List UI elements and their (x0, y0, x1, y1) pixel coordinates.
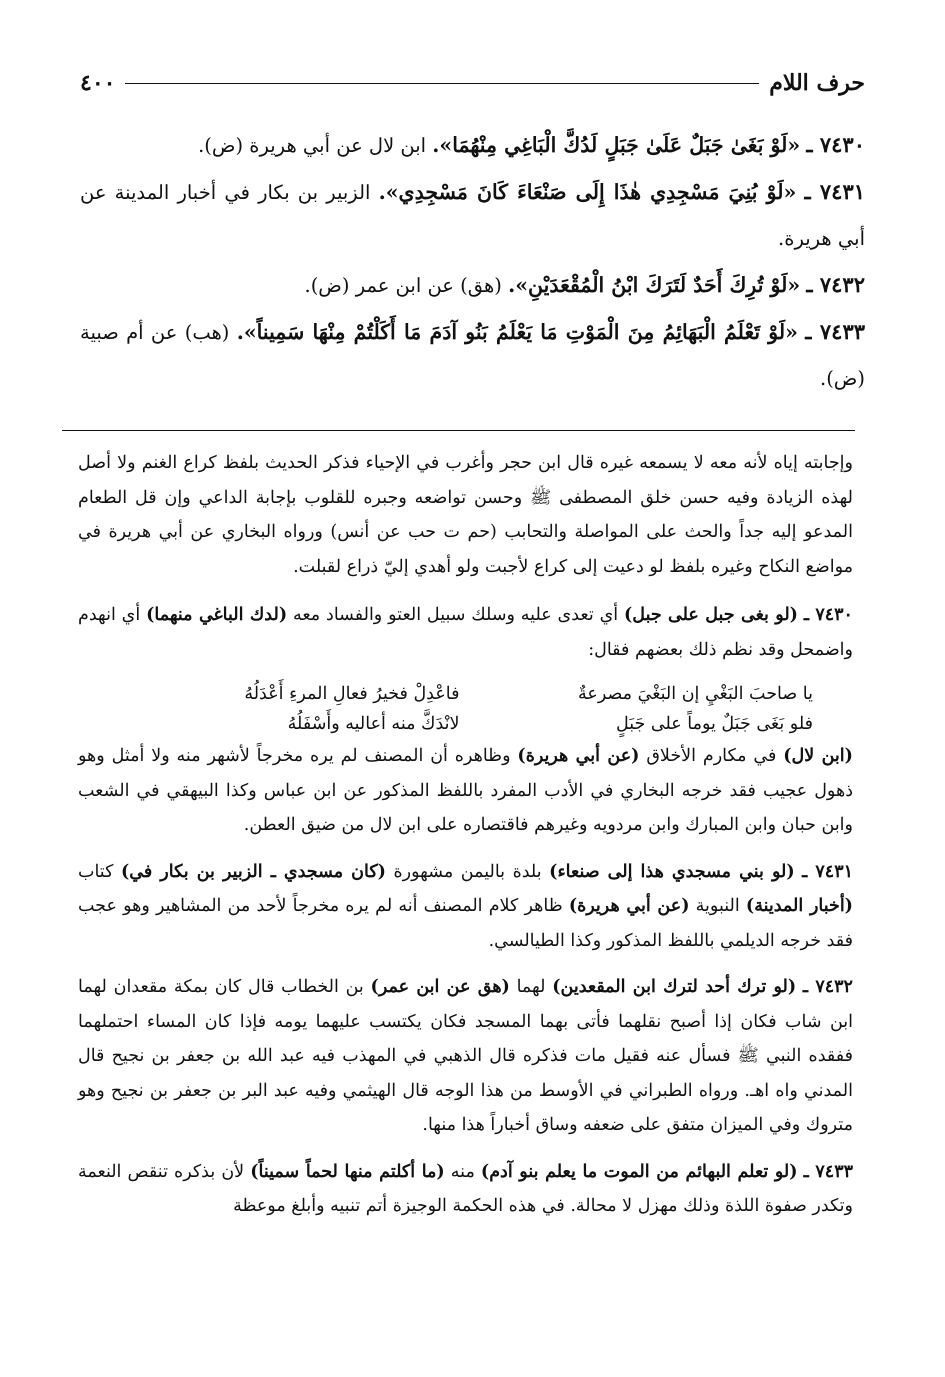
commentary-text: لهما (516, 977, 546, 997)
commentary-lemma: (لو بني مسجدي هذا إلى صنعاء) (549, 861, 795, 882)
footnote-divider (62, 430, 855, 431)
page-number: ٤٠٠ (80, 70, 116, 96)
commentary-lemma: (لو تعلم البهائم من الموت ما يعلم بنو آدم) (480, 1161, 798, 1182)
commentary-text: أي تعدى عليه وسلك سبيل العتو والفساد معه (292, 605, 619, 625)
hadith-text: «لَوْ تُرِكَ أَحَدٌ لَتَرَكَ ابْنُ الْمُقْعَدَيْنِ». (508, 273, 801, 297)
chapter-title: حرف اللام (769, 70, 865, 96)
commentary (78, 446, 853, 1236)
commentary-lemma: (ابن لال) (783, 746, 853, 766)
hadith-source: ابن لال عن أبي هريرة (ض). (198, 134, 427, 157)
poem-hemistich: لانْدَكَّ منه أعاليه وأَسْفَلُهُ (287, 714, 460, 734)
hadith-text: «لَوْ بَغَىٰ جَبَلٌ عَلَىٰ جَبَلٍ لَدُكَّ الْبَاغِي مِنْهُمَا». (432, 133, 801, 157)
poem-hemistich: يا صاحبَ البَغْيِ إن البَغْيَ مصرعةٌ (578, 684, 813, 704)
commentary-text: النبوية (695, 896, 740, 916)
commentary-lemma: (أخبار المدينة) (745, 896, 853, 916)
hadith-entry (80, 309, 865, 402)
commentary-number: ٧٤٣٢ ـ (802, 977, 853, 997)
commentary-lemma: (لو ترك أحد لترك ابن المقعدين) (552, 977, 797, 997)
poem-verse (78, 679, 853, 709)
hadith-source: (هق) عن ابن عمر (ض). (304, 274, 502, 297)
commentary-lemma: (كان مسجدي ـ الزبير بن بكار في) (120, 861, 386, 882)
hadith-number: ٧٤٣٠ ـ (806, 132, 865, 157)
poem-verse (78, 709, 853, 739)
commentary-text: وظاهره أن المصنف لم يره مخرجاً لأشهر منه ولا أمثل وهو ذهول عجيب فقد خرجه البخاري في الأدب المفرد باللفظ المذكور عن ابن عباس وكذا البيهقي في الشعب وابن حبان وابن المبارك وابن مردويه وغيرهم فاقتصاره على ابن لال من ضيق العطن. (78, 746, 853, 835)
commentary-paragraph (78, 970, 853, 1143)
commentary-text: كتاب (78, 861, 114, 882)
header-rule (125, 83, 759, 84)
commentary-lemma: (عن أبي هريرة) (568, 896, 690, 916)
hadith-text: «لَوْ تَعْلَمُ الْبَهَائِمُ مِنَ الْمَوْتِ مَا يَعْلَمُ بَنُو آدَمَ مَا أَكَلْتُمْ مِنْهَا سَمِيناً». (236, 320, 798, 344)
commentary-paragraph (78, 1155, 853, 1224)
commentary-number: ٧٤٣٣ ـ (803, 1161, 853, 1182)
poem-hemistich: فلو بَغَى جَبَلٌ يوماً على جَبَلٍ (615, 714, 813, 734)
hadith-entry (80, 122, 865, 169)
commentary-paragraph (78, 598, 853, 667)
commentary-text: أي انهدم واضمحل وقد نظم ذلك بعضهم فقال: (78, 605, 853, 660)
commentary-text: لأن بذكره تنقص النعمة وتكدر صفوة اللذة وذلك مهزل لا محالة. في هذه الحكمة الوجيزة أتم تنبيه وأبلغ موعظة (78, 1161, 853, 1216)
commentary-text: بلدة باليمن مشهورة (393, 861, 542, 882)
commentary-lemma: (عن أبي هريرة) (517, 746, 640, 766)
commentary-lemma: (هق عن ابن عمر) (370, 977, 510, 997)
commentary-lemma: (لدك الباغي منهما) (146, 605, 288, 625)
poem (78, 679, 853, 739)
commentary-text: ظاهر كلام المصنف أنه لم يره مخرجاً لأحد من المشاهير وهو عجب فقد خرجه الديلمي باللفظ المذكور وكذا الطيالسي. (78, 896, 853, 951)
commentary-text: في مكارم الأخلاق (646, 746, 777, 766)
hadith-number: ٧٤٣١ ـ (804, 179, 866, 204)
commentary-paragraph (78, 739, 853, 843)
commentary-text: وإجابته إياه لأنه معه لا يسمعه غيره قال ابن حجر وأغرب في الإحياء فذكر الحديث بلفظ كراع الغنم ولا أصل لهذه الزيادة وفيه حسن خلق المصطفى ﷺ وحسن تواضعه وجبره للقلوب بإجابة الداعي وإن قل الطعام المدعو إليه جداً والحث على المواصلة والتحابب (حم ت حب عن أنس) ورواه البخاري عن أبي هريرة في مواضع النكاح وغيره بلفظ لو دعيت إلى كراع لأجبت ولو أهدي إليّ ذراع لقبلت. (78, 453, 853, 577)
commentary-text: منه (450, 1161, 475, 1182)
hadith-source: الزبير بن بكار في أخبار المدينة عن أبي هريرة. (80, 181, 865, 250)
hadith-text: «لَوْ بُنِيَ مَسْجِدِي هٰذَا إِلَى صَنْعَاءَ كَانَ مَسْجِدِي». (378, 180, 797, 204)
commentary-paragraph (78, 855, 853, 959)
commentary-number: ٧٤٣١ ـ (802, 861, 853, 882)
commentary-text: بن الخطاب قال كان بمكة مقعدان لهما ابن شاب فكان إذا أصبح نقلهما فأتى بهما المسجد فكان يكتسب عليهما يومه فإذا كان المساء احتملهما ففقده النبي ﷺ فسأل عنه فقيل مات فذكره قال الذهبي في المهذب فيه عبد الله بن جعفر بن نجيح قال المدني واه اهـ. ورواه الطبراني في الأوسط من هذا الوجه قال الهيثمي وفيه عبد البر بن جعفر بن نجيح وهو متروك وفي الميزان متفق على ضعفه وساق أخباراً هذا منها. (78, 977, 853, 1135)
commentary-number: ٧٤٣٠ ـ (803, 605, 853, 625)
commentary-lemma: (لو بغى جبل على جبل) (624, 605, 798, 625)
poem-hemistich: فاعْدِلْ فخيرُ فعالِ المرءِ أَعْدَلُهُ (244, 684, 460, 704)
hadith-entry (80, 169, 865, 262)
hadith-number: ٧٤٣٢ ـ (806, 272, 865, 297)
commentary-paragraph (78, 446, 853, 584)
page-header (80, 68, 865, 98)
hadith-source: (هب) عن أم صبية (ض). (80, 321, 865, 390)
commentary-lemma: (ما أكلتم منها لحماً سميناً) (250, 1161, 445, 1182)
hadith-number: ٧٤٣٣ ـ (805, 319, 866, 344)
hadith-list (80, 122, 865, 402)
hadith-entry (80, 262, 865, 309)
